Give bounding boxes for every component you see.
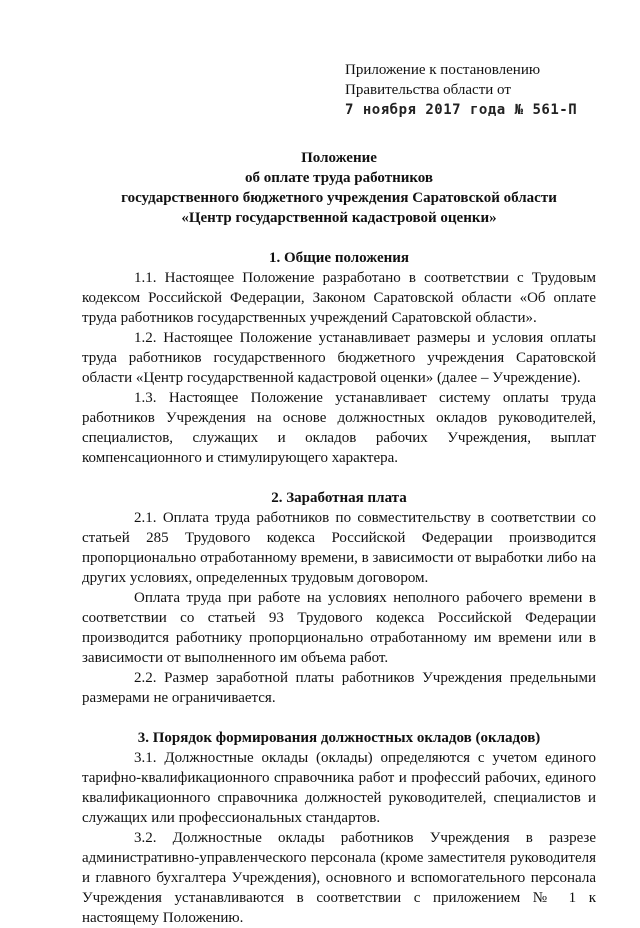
paragraph-3-2: 3.2. Должностные оклады работников Учреждения в разрезе административно-управленческого персонала (кроме заместителя руководителя и главного бухгалтера Учреждения), основного и вспомогательного персонала Учреждения устанавливаются в соответствии с приложением № 1 к настоящему Положению. xyxy=(82,830,596,926)
section-1 xyxy=(82,248,596,468)
paragraph-2-1-note: Оплата труда при работе на условиях неполного рабочего времени в соответствии со статьей 93 Трудового кодекса Российской Федерации производится работнику пропорционально отработанному им времени или в зависимости от выполненного им объема работ. xyxy=(82,590,596,666)
section-heading: 1. Общие положения xyxy=(268,250,410,266)
title-line-1: Положение xyxy=(301,150,377,166)
section-heading: 3. Порядок формирования должностных окладов (окладов) xyxy=(137,730,541,746)
title-line-2: об оплате труда работников xyxy=(244,170,434,186)
paragraph-1-2: 1.2. Настоящее Положение устанавливает размеры и условия оплаты труда работников государственного бюджетного учреждения Саратовской области «Центр государственной кадастровой оценки» (далее – Учреждение). xyxy=(82,330,596,386)
paragraph-2-1: 2.1. Оплата труда работников по совместительству в соответствии со статьей 285 Трудового кодекса Российской Федерации производится пропорционально отработанному времени, в зависимости от выработки либо на других условиях, определенных трудовым договором. xyxy=(82,510,596,586)
attachment-line-1: Приложение к постановлению xyxy=(345,62,541,78)
attachment-line-2: Правительства области от xyxy=(345,82,511,98)
paragraph-2-2: 2.2. Размер заработной платы работников Учреждения предельными размерами не ограничивается. xyxy=(82,670,596,706)
paragraph-3-1: 3.1. Должностные оклады (оклады) определяются с учетом единого тарифно-квалификационного справочника работ и профессий рабочих, единого квалификационного справочника должностей руководителей, специалистов и служащих или профессиональных стандартов. xyxy=(82,750,596,826)
document-body xyxy=(82,148,596,928)
section-heading: 2. Заработная плата xyxy=(271,490,407,506)
section-2 xyxy=(82,488,596,708)
section-3 xyxy=(82,728,596,928)
document-title xyxy=(82,148,596,228)
title-line-3: государственного бюджетного учреждения Саратовской области xyxy=(121,190,557,206)
paragraph-1-3: 1.3. Настоящее Положение устанавливает систему оплаты труда работников Учреждения на основе должностных окладов руководителей, специалистов, служащих и окладов рабочих Учреждения, выплат компенсационного и стимулирующего характера. xyxy=(82,390,596,466)
paragraph-1-1: 1.1. Настоящее Положение разработано в соответствии с Трудовым кодексом Российской Федерации, Законом Саратовской области «Об оплате труда работников государственных учреждений Саратовской области». xyxy=(82,270,596,326)
title-line-4: «Центр государственной кадастровой оценки» xyxy=(181,210,497,226)
attachment-date-stamp: 7 ноября 2017 года № 561-П xyxy=(345,102,578,118)
attachment-header xyxy=(345,60,625,120)
